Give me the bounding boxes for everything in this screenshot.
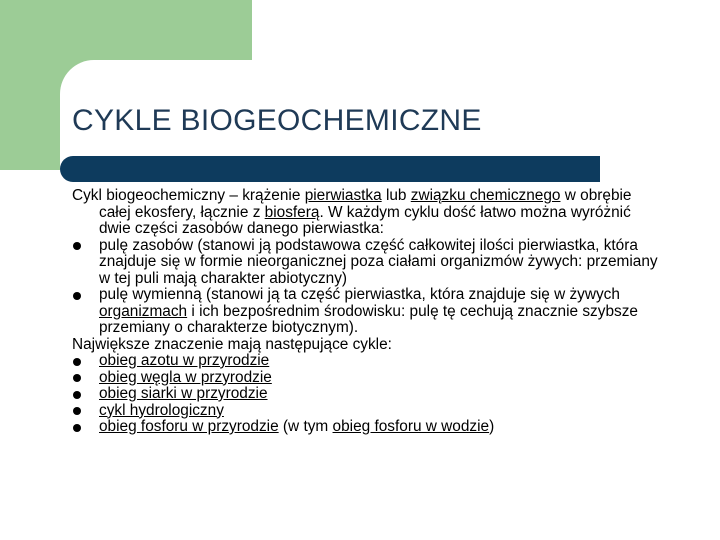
slide-title: CYKLE BIOGEOCHEMICZNE — [72, 104, 482, 137]
title-divider-bar — [60, 156, 600, 182]
bullet-icon — [73, 292, 81, 300]
link-cykl-hydrologiczny[interactable]: cykl hydrologiczny — [99, 401, 224, 419]
link-obieg-azotu[interactable]: obieg azotu w przyrodzie — [99, 352, 270, 369]
list-item-cycle: obieg fosforu w przyrodzie (w tym obieg fosforu w wodzie) — [72, 419, 662, 436]
bullet-icon — [73, 242, 81, 250]
list-item-pula-zasobow: pulę zasobów (stanowi ją podstawowa część całkowitej ilości pierwiastka, która znajduje się w formie nieorganicznej poza ciałami organizmów żywych: przemiany w tej puli mają charakter abiotyczny) — [72, 238, 662, 288]
link-obieg-wegla[interactable]: obieg węgla w przyrodzie — [99, 368, 272, 386]
intro-paragraph: Cykl biogeochemiczny – krążenie pierwiastka lub związku chemicznego w obrębie całej ekosfery, łącznie z biosferą. W każdym cyklu dość łatwo można wyróżnić dwie części zasobów danego pierwiastka: — [72, 187, 632, 237]
bullet-icon — [73, 424, 81, 432]
link-biosfera[interactable]: biosferą — [264, 203, 320, 221]
list-item-cycle — [72, 386, 662, 403]
link-zwiazku-chemicznego[interactable]: związku chemicznego — [410, 187, 561, 204]
list-item-cycle — [72, 403, 662, 420]
list-item-cycle — [72, 353, 662, 370]
cycles-heading: Największe znaczenie mają następujące cykle: — [72, 335, 392, 353]
intro-term: Cykl biogeochemiczny — [72, 187, 226, 204]
bullet-icon — [73, 358, 81, 366]
link-obieg-siarki[interactable]: obieg siarki w przyrodzie — [99, 385, 268, 402]
link-pierwiastka[interactable]: pierwiastka — [304, 187, 382, 204]
list-item-cycle — [72, 370, 662, 387]
link-obieg-fosforu-w-wodzie[interactable]: obieg fosforu w wodzie — [332, 418, 490, 435]
list-item-pula-wymienna: pulę wymienną (stanowi ją ta część pierwiastka, która znajduje się w żywych organizmach i ich bezpośrednim środowisku: pulę tę cechują znacznie szybsze przemiany o charakterze biotycznym). — [72, 287, 662, 337]
slide-content — [72, 188, 662, 436]
bullet-icon — [73, 391, 81, 399]
link-obieg-fosforu[interactable]: obieg fosforu w przyrodzie — [99, 418, 279, 435]
link-organizmach[interactable]: organizmach — [99, 302, 188, 320]
bullet-icon — [73, 407, 81, 415]
bullet-icon — [73, 374, 81, 382]
